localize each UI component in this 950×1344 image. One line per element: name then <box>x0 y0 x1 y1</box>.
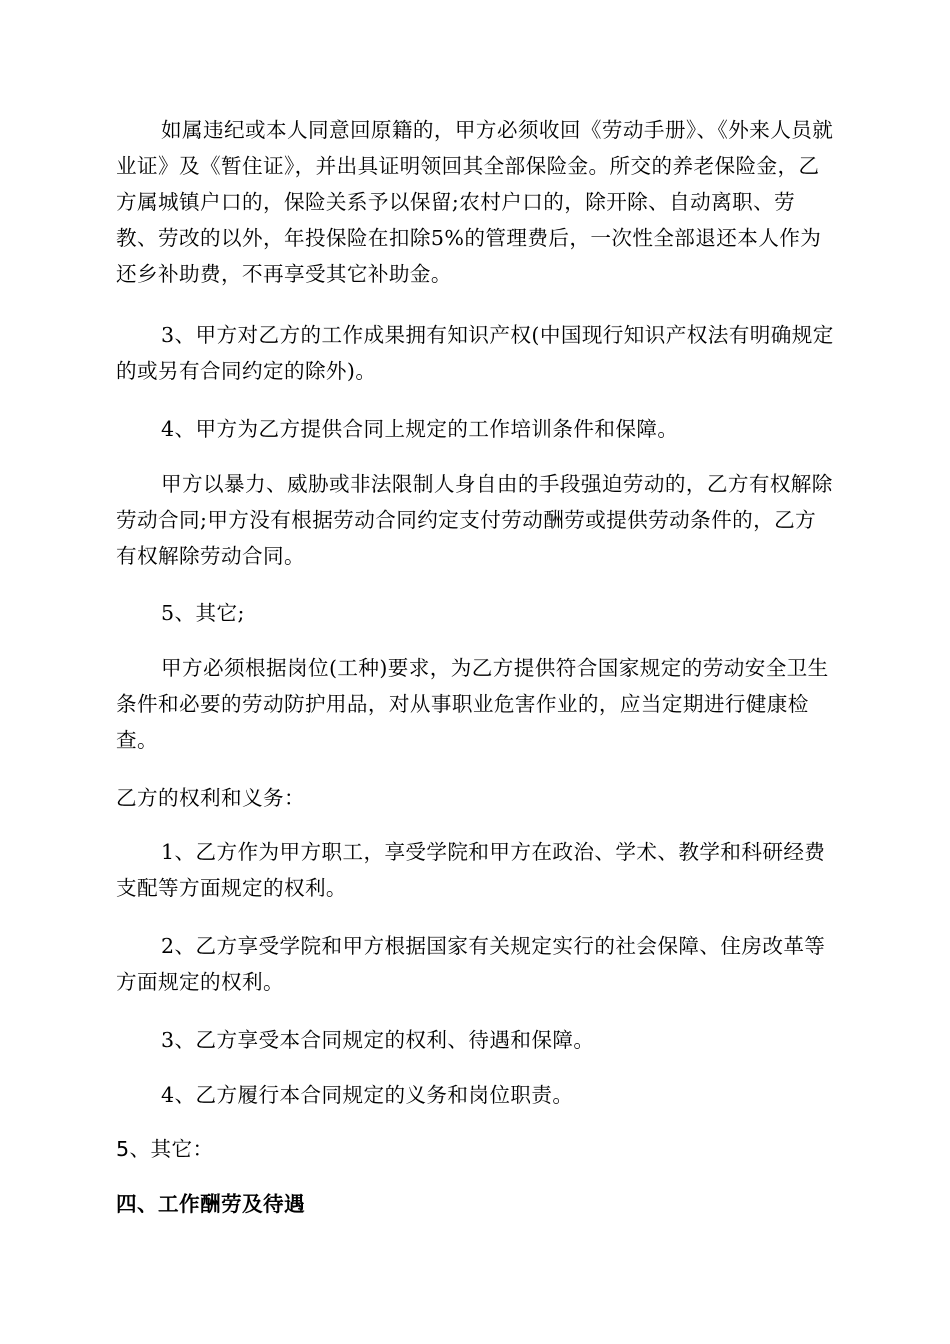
paragraph-other-2: 5、其它： <box>116 1137 214 1161</box>
paragraph-intellectual-property: 3、甲方对乙方的工作成果拥有知识产权(中国现行知识产权法有明确规定的或另有合同约定的除外)。 <box>116 323 834 383</box>
paragraph-other-1: 5、其它; <box>161 601 245 625</box>
section-heading-rights-obligations: 乙方的权利和义务： <box>116 786 305 810</box>
paragraph-safety-conditions: 甲方必须根据岗位(工种)要求，为乙方提供符合国家规定的劳动安全卫生条件和必要的劳动防护用品，对从事职业危害作业的，应当定期进行健康检查。 <box>116 656 829 752</box>
paragraph-contract-benefits: 3、乙方享受本合同规定的权利、待遇和保障。 <box>161 1028 595 1052</box>
paragraph-social-security: 2、乙方享受学院和甲方根据国家有关规定实行的社会保障、住房改革等方面规定的权利。 <box>116 934 826 994</box>
paragraph-duties: 4、乙方履行本合同规定的义务和岗位职责。 <box>161 1083 574 1107</box>
paragraph-termination-rights: 甲方以暴力、威胁或非法限制人身自由的手段强迫劳动的，乙方有权解除劳动合同;甲方没有根据劳动合同约定支付劳动酬劳或提供劳动条件的，乙方有权解除劳动合同。 <box>116 472 833 568</box>
paragraph-insurance-refund: 如属违纪或本人同意回原籍的，甲方必须收回《劳动手册》、《外来人员就业证》及《暂住证》，并出具证明领回其全部保险金。所交的养老保险金，乙方属城镇户口的，保险关系予以保留;农村户口的，除开除、自动离职、劳教、劳改的以外，年投保险在扣除5%的管理费后，一次性全部退还本人作为还乡补助费，不再享受其它补助金。 <box>116 118 834 286</box>
section-heading-compensation: 四、工作酬劳及待遇 <box>116 1192 305 1216</box>
paragraph-staff-rights: 1、乙方作为甲方职工，享受学院和甲方在政治、学术、教学和科研经费支配等方面规定的权利。 <box>116 840 826 900</box>
paragraph-training-conditions: 4、甲方为乙方提供合同上规定的工作培训条件和保障。 <box>161 417 679 441</box>
